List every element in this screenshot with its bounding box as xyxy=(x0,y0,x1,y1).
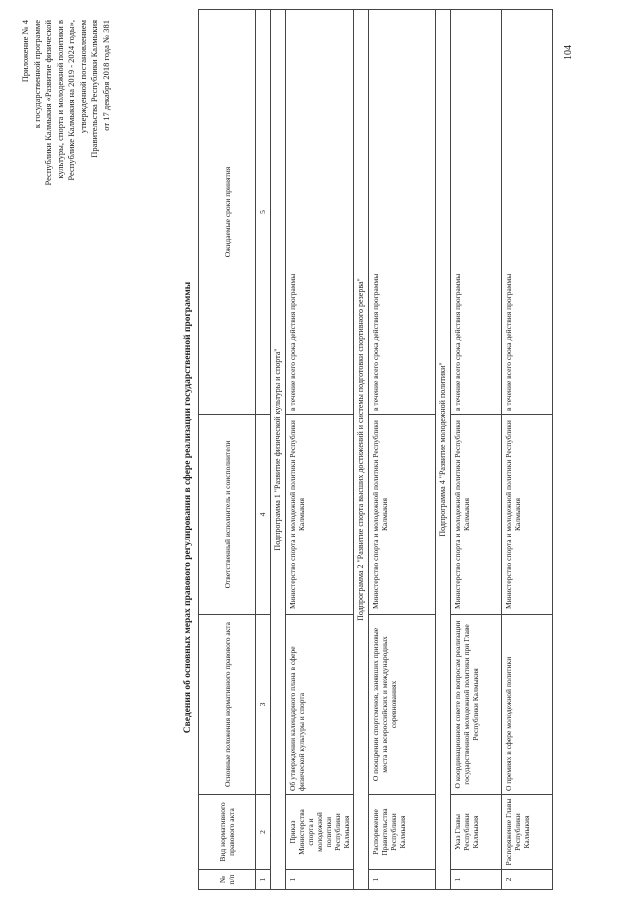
row-number: 2 xyxy=(502,870,553,890)
subprogram-row xyxy=(436,10,451,890)
subprogram-title: Подпрограмма 2 "Развитие спорта высших достижений и системы подготовки спортивного резерва" xyxy=(354,10,369,890)
subprogram-title: Подпрограмма 4 "Развитие молодежной политики" xyxy=(436,10,451,890)
term-cell: в течение всего срока действия программы xyxy=(451,10,502,415)
row-number: 1 xyxy=(451,870,502,890)
term-cell: в течение всего срока действия программы xyxy=(286,10,354,415)
appendix-line: к государственной программе xyxy=(31,20,42,129)
subprogram-row xyxy=(354,10,369,890)
page-number: 104 xyxy=(563,45,574,60)
table-header-row xyxy=(199,10,256,890)
table-row xyxy=(451,10,502,890)
column-index: 4 xyxy=(256,415,271,615)
act-type-cell: Приказ Министерства спорта и молодежной политики Республики Калмыкия xyxy=(286,795,354,870)
table-row xyxy=(286,10,354,890)
act-type-cell: Распоряжение Правительства Республики Калмыкия xyxy=(369,795,436,870)
executor-cell: Министерство спорта и молодежной политики Республики Калмыкия xyxy=(369,415,436,615)
act-type-cell: Указ Главы Республики Калмыкия xyxy=(451,795,502,870)
legal-measures-table xyxy=(198,9,553,890)
row-number: 1 xyxy=(286,870,354,890)
term-cell: в течение всего срока действия программы xyxy=(502,10,553,415)
term-cell: в течение всего срока действия программы xyxy=(369,10,436,415)
act-type-cell: Распоряжение Главы Республики Калмыкия xyxy=(502,795,553,870)
subprogram-title: Подпрограмма 1 "Развитие физической культуры и спорта" xyxy=(271,10,286,890)
appendix-line: Республики Калмыкия «Развитие физической xyxy=(43,20,53,186)
table-row xyxy=(369,10,436,890)
header-act-type: Вид нормативного правового акта xyxy=(199,795,256,870)
header-term: Ожидаемые сроки принятия xyxy=(199,10,256,415)
provisions-cell: О поощрении спортсменов, занявших призовые места на всероссийских и международных соревнованиях xyxy=(369,615,436,795)
column-index: 2 xyxy=(256,795,271,870)
header-executor: Ответственный исполнитель и соисполнители xyxy=(199,415,256,615)
appendix-line: утвержденной постановлением xyxy=(77,20,88,134)
executor-cell: Министерство спорта и молодежной политики Республики Калмыкия xyxy=(286,415,354,615)
subprogram-row xyxy=(271,10,286,890)
table-row xyxy=(502,10,553,890)
executor-cell: Министерство спорта и молодежной политики Республики Калмыкия xyxy=(451,415,502,615)
executor-cell: Министерство спорта и молодежной политики Республики Калмыкия xyxy=(502,415,553,615)
column-index: 1 xyxy=(256,870,271,890)
appendix-note xyxy=(20,20,112,240)
provisions-cell: О координационном совете по вопросам реализации государственной молодежной политики при Главе Республики Калмыкия xyxy=(451,615,502,795)
column-index: 3 xyxy=(256,615,271,795)
header-provisions: Основные положения нормативного правового акта xyxy=(199,615,256,795)
appendix-line: Правительства Республики Калмыкия xyxy=(89,20,99,158)
row-number: 1 xyxy=(369,870,436,890)
provisions-cell: О премиях в сфере молодежной политики xyxy=(502,615,553,795)
appendix-line: Приложение № 4 xyxy=(20,20,30,83)
column-index: 5 xyxy=(256,10,271,415)
document-title: Сведения об основных мерах правового регулирования в сфере реализации государственной программы xyxy=(183,281,193,734)
column-index-row xyxy=(256,10,271,890)
header-number: № п/п xyxy=(199,870,256,890)
appendix-line: от 17 декабря 2018 года № 381 xyxy=(100,20,111,131)
provisions-cell: Об утверждении календарного плана в сфере физической культуры и спорта xyxy=(286,615,354,795)
appendix-line: культуры, спорта и молодежной политики в xyxy=(54,20,65,179)
appendix-line: Республике Калмыкия на 2019 - 2024 годы», xyxy=(66,20,76,181)
